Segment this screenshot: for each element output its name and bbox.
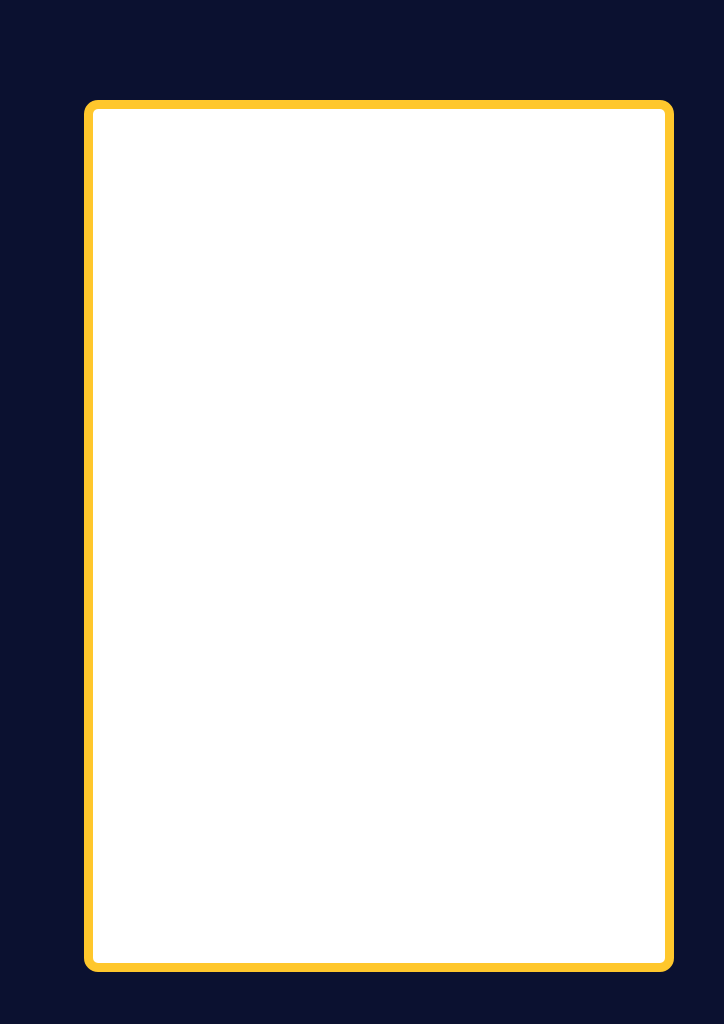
notebook-paper	[84, 100, 674, 972]
binder-rings	[70, 95, 130, 935]
